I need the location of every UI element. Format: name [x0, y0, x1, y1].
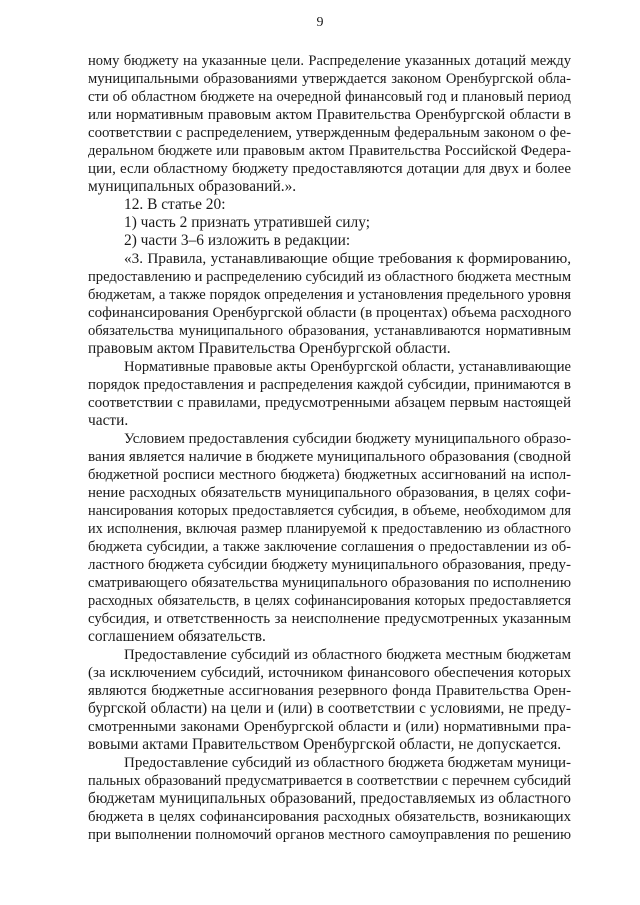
paragraph-2: [88, 196, 571, 214]
paragraph-5: [88, 250, 571, 358]
text-line: Нормативные правовые акты Оренбургской области, устанавливающие: [124, 359, 571, 375]
text-line: ному бюджету на указанные цели. Распределение указанных дотаций между: [88, 53, 571, 69]
text-line: смотренными законами Оренбургской области и (или) нормативными пра-: [88, 719, 571, 735]
text-line: бургской области) на цели и (или) в соответствии с условиями, не преду-: [88, 700, 571, 717]
paragraph-3: [88, 214, 571, 232]
text-line: «3. Правила, устанавливающие общие требования к формированию,: [124, 250, 571, 267]
text-line: соответствии с распределением, утвержденным федеральным законом о фе-: [88, 125, 571, 141]
text-line: соглашением обязательств.: [88, 628, 266, 645]
paragraph-7: [88, 430, 571, 646]
text-line: ластного бюджета субсидии бюджету муниципального образования, преду-: [88, 557, 571, 573]
text-line: деральном бюджете или правовым актом Правительства Российской Федера-: [88, 143, 571, 159]
text-line: бюджетам муниципальных образований, предоставляемых из областного: [88, 790, 571, 807]
document-body: [88, 52, 571, 844]
text-line: сматривающего обязательства муниципального образования по исполнению: [88, 575, 571, 591]
text-line: сти об областном бюджете на очередной финансовый год и плановый период: [88, 89, 571, 105]
page-number: 9: [316, 15, 324, 30]
text-line: 1) часть 2 признать утратившей силу;: [124, 214, 370, 231]
text-line: бюджетам, а также порядок определения и установления предельного уровня: [88, 287, 571, 303]
text-line: субсидия, и ответственность за неисполнение предусмотренных указанным: [88, 611, 571, 627]
text-line: при выполнении полномочий органов местного самоуправления по решению: [88, 827, 571, 843]
text-line: являются бюджетные ассигнования резервного фонда Правительства Орен-: [88, 683, 571, 699]
text-line: обязательства муниципального образования, устанавливаются нормативным: [88, 323, 571, 339]
paragraph-8: [88, 646, 571, 754]
paragraph-6: [88, 358, 571, 430]
text-line: ции, если областному бюджету предоставляются дотации для двух и более: [88, 161, 571, 177]
text-line: Предоставление субсидий из областного бюджета бюджетам муници-: [124, 755, 571, 771]
text-line: части.: [88, 412, 129, 429]
text-line: муниципальных образований.».: [88, 178, 297, 195]
text-line: правовым актом Правительства Оренбургской области.: [88, 340, 451, 357]
text-line: пальных образований предусматривается в соответствии с перечнем субсидий: [88, 773, 571, 789]
text-line: Предоставление субсидий из областного бюджета местным бюджетам: [124, 647, 571, 663]
paragraph-4: [88, 232, 571, 250]
text-line: софинансирования Оренбургской области (в процентах) объема расходного: [88, 305, 572, 321]
text-line: бюджета субсидии, а также заключение соглашения о предоставлении из об-: [88, 539, 571, 555]
text-line: предоставлению и распределению субсидий из областного бюджета местным: [88, 269, 572, 285]
text-line: нение расходных обязательств муниципального образования, в целях софи-: [88, 485, 571, 501]
paragraph-9: [88, 754, 571, 844]
text-line: вовыми актами Правительством Оренбургской области, не допускается.: [88, 736, 562, 753]
paragraph-1: [88, 52, 571, 196]
text-line: расходных обязательств, в целях софинансирования которых предоставляется: [88, 593, 571, 609]
text-line: (за исключением субсидий, источником финансового обеспечения которых: [88, 665, 571, 681]
text-line: 2) части 3–6 изложить в редакции:: [124, 232, 351, 249]
text-line: соответствии с правилами, предусмотренными абзацем первым настоящей: [88, 395, 571, 411]
text-line: порядок предоставления и распределения каждой субсидии, принимаются в: [88, 377, 571, 393]
text-line: вания является наличие в бюджете муниципального образования (сводной: [88, 448, 571, 465]
text-line: бюджетной росписи местного бюджета) бюджетных ассигнований на испол-: [88, 467, 571, 483]
text-line: муниципальными образованиями утверждается законом Оренбургской обла-: [88, 71, 571, 87]
text-line: нансирования которых предоставляется субсидия, в объеме, необходимом для: [88, 503, 571, 519]
text-line: Условием предоставления субсидии бюджету муниципального образо-: [124, 431, 571, 447]
text-line: бюджета в целях софинансирования расходных обязательств, возникающих: [88, 809, 571, 825]
text-line: 12. В статье 20:: [124, 196, 226, 213]
text-line: или нормативным правовым актом Правительства Оренбургской области в: [88, 107, 571, 123]
text-line: их исполнения, включая размер планируемой к предоставлению из областного: [88, 521, 571, 537]
